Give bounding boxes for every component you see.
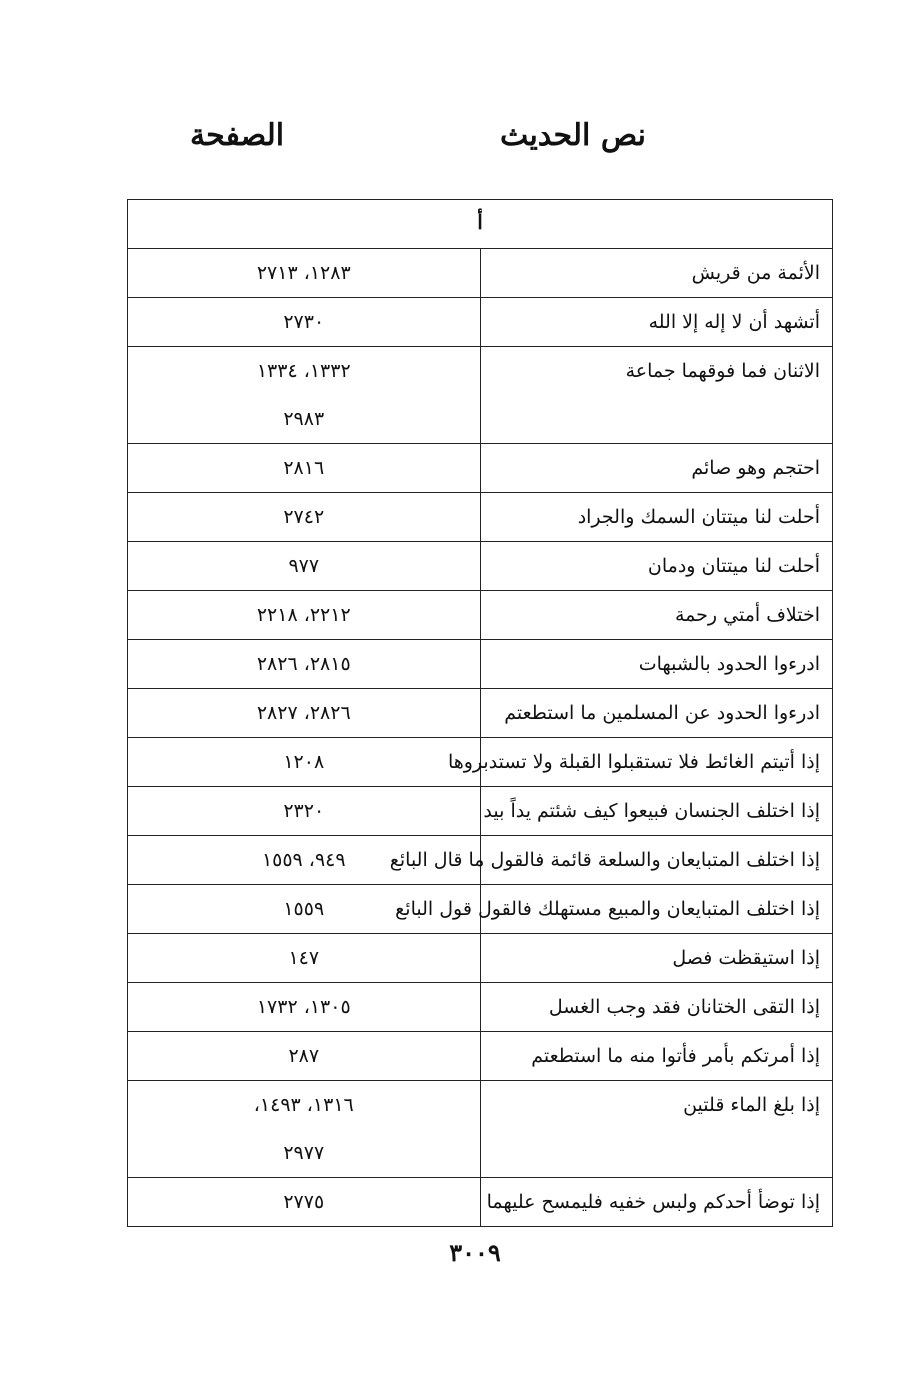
hadith-text: إذا أتيتم الغائط فلا تستقبلوا القبلة ولا تستدبروها	[447, 751, 820, 773]
hadith-text: اختلاف أمتي رحمة	[675, 604, 820, 626]
table-row	[128, 347, 833, 444]
table-row	[128, 444, 833, 493]
hadith-text-cell	[480, 640, 833, 689]
page-numbers: ٢٢١٢، ٢٢١٨	[256, 604, 351, 626]
section-letter: أ	[477, 210, 483, 234]
table-row	[128, 983, 833, 1032]
column-heading-hadith-text: نص الحديث	[500, 118, 646, 153]
hadith-text-cell	[480, 493, 833, 542]
hadith-text: إذا استيقظت فصل	[672, 947, 820, 969]
page-numbers-cell	[128, 249, 481, 298]
page-numbers: ٢٨١٦	[283, 457, 325, 479]
table-row	[128, 542, 833, 591]
hadith-text-cell	[480, 787, 833, 836]
table-row	[128, 934, 833, 983]
page-numbers: ٢٨٢٦، ٢٨٢٧	[256, 702, 351, 724]
table-row	[128, 689, 833, 738]
hadith-index-table	[127, 199, 833, 1227]
page-numbers-cell	[128, 444, 481, 493]
page-numbers: ١٤٧	[288, 947, 320, 969]
hadith-text-cell	[480, 591, 833, 640]
hadith-text-cell	[480, 689, 833, 738]
page-numbers-cell	[128, 298, 481, 347]
table-row	[128, 1032, 833, 1081]
page-numbers: ٢٩٧٧	[283, 1142, 325, 1164]
column-heading-page: الصفحة	[190, 118, 285, 153]
table-row	[128, 836, 833, 885]
table-row	[128, 591, 833, 640]
page-numbers: ١٣٠٥، ١٧٣٢	[256, 996, 351, 1018]
table-row	[128, 787, 833, 836]
page-numbers: ١٣٣٢، ١٣٣٤	[256, 360, 351, 382]
hadith-text-cell	[480, 1081, 833, 1178]
hadith-text-cell	[480, 249, 833, 298]
page-numbers: ١٣١٦، ١٤٩٣،	[253, 1094, 354, 1116]
page-numbers: ١٥٥٩	[283, 898, 325, 920]
hadith-text-cell	[480, 542, 833, 591]
hadith-text: الاثنان فما فوقهما جماعة	[625, 360, 820, 382]
page-numbers-cell	[128, 934, 481, 983]
page-numbers-cell	[128, 1178, 481, 1227]
page-numbers-cell	[128, 542, 481, 591]
page-numbers: ٢٨١٥، ٢٨٢٦	[256, 653, 351, 675]
page-numbers: ٩٧٧	[288, 555, 320, 577]
hadith-text-cell	[480, 1032, 833, 1081]
hadith-text: أحلت لنا ميتتان السمك والجراد	[577, 506, 820, 528]
page-numbers-cell	[128, 1032, 481, 1081]
page-numbers-cell	[128, 640, 481, 689]
hadith-text: ادرءوا الحدود بالشبهات	[638, 653, 820, 675]
page-numbers: ٢٧٤٢	[283, 506, 325, 528]
hadith-text: أتشهد أن لا إله إلا الله	[648, 311, 820, 333]
hadith-text: ادرءوا الحدود عن المسلمين ما استطعتم	[504, 702, 820, 724]
page-number: ٣٠٠٩	[449, 1238, 501, 1267]
hadith-text: الأئمة من قريش	[691, 262, 820, 284]
page-numbers-cell	[128, 1081, 481, 1178]
page-numbers: ٩٤٩، ١٥٥٩	[261, 849, 346, 871]
hadith-text-cell	[480, 444, 833, 493]
page-numbers-cell	[128, 689, 481, 738]
hadith-text: إذا اختلف المتبايعان والمبيع مستهلك فالقول قول البائع	[395, 898, 820, 920]
hadith-text-cell	[480, 298, 833, 347]
table-row	[128, 1178, 833, 1227]
page-numbers-cell	[128, 738, 481, 787]
hadith-text: إذا التقى الختانان فقد وجب الغسل	[548, 996, 820, 1018]
page-numbers: ٢٧٧٥	[283, 1191, 325, 1213]
table-row	[128, 249, 833, 298]
page-numbers-cell	[128, 983, 481, 1032]
page-numbers-cell	[128, 591, 481, 640]
hadith-text-cell	[447, 738, 833, 787]
page-numbers: ١٢٠٨	[283, 751, 325, 773]
hadith-text: أحلت لنا ميتتان ودمان	[647, 555, 820, 577]
page-numbers: ٢٧٣٠	[283, 311, 325, 333]
hadith-text-cell	[480, 347, 833, 444]
section-letter-cell	[128, 200, 833, 249]
section-letter-row	[128, 200, 833, 249]
hadith-text: إذا اختلف المتبايعان والسلعة قائمة فالقول ما قال البائع	[389, 849, 820, 871]
table-row	[128, 640, 833, 689]
table-row	[128, 738, 833, 787]
hadith-text-cell	[389, 836, 833, 885]
page-numbers: ٢٩٨٣	[283, 408, 325, 430]
hadith-text-cell	[480, 1178, 833, 1227]
hadith-text: احتجم وهو صائم	[691, 457, 820, 479]
page-numbers-cell	[128, 493, 481, 542]
table-row	[128, 885, 833, 934]
hadith-text: إذا اختلف الجنسان فبيعوا كيف شئتم يداً بيد	[483, 800, 820, 822]
page-numbers: ٢٣٢٠	[283, 800, 325, 822]
page-numbers: ٢٨٧	[288, 1045, 320, 1067]
page-numbers-cell	[128, 347, 481, 444]
table-row	[128, 298, 833, 347]
hadith-text: إذا بلغ الماء قلتين	[683, 1094, 820, 1116]
page-numbers-cell	[128, 787, 481, 836]
table-row	[128, 1081, 833, 1178]
hadith-text-cell	[395, 885, 833, 934]
hadith-text: إذا أمرتكم بأمر فأتوا منه ما استطعتم	[531, 1045, 820, 1067]
hadith-text-cell	[480, 983, 833, 1032]
table-row	[128, 493, 833, 542]
hadith-text-cell	[480, 934, 833, 983]
hadith-text: إذا توضأ أحدكم ولبس خفيه فليمسح عليهما	[486, 1191, 820, 1213]
page-numbers: ١٢٨٣، ٢٧١٣	[256, 262, 351, 284]
